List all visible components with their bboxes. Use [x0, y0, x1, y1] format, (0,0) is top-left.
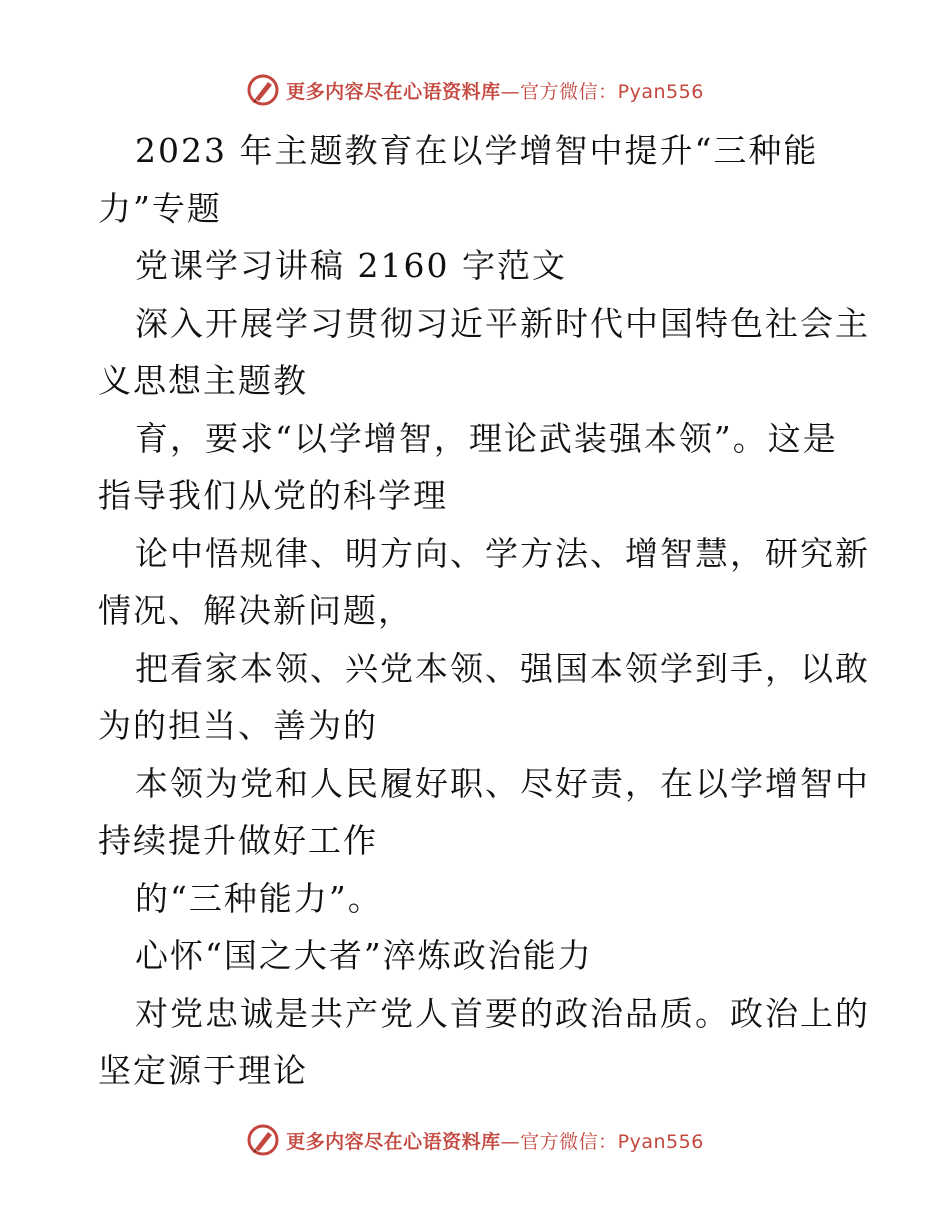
quill-pen-logo-icon	[246, 1123, 280, 1157]
footer-banner-text: 更多内容尽在心语资料库—官方微信：Pyan556	[286, 1130, 704, 1153]
footer-banner	[0, 1120, 950, 1160]
section-heading: 心怀“国之大者”淬炼政治能力	[135, 936, 593, 975]
text-line: 党课学习讲稿 2160 字范文	[135, 246, 567, 285]
text-line: 育，要求“以学增智，理论武装强本领”。这是	[135, 418, 838, 458]
document-body	[98, 122, 870, 1100]
header-banner	[0, 70, 950, 110]
text-line: 为的担当、善为的	[98, 706, 378, 745]
text-line: 的“三种能力”。	[135, 878, 383, 918]
text-line: 论中悟规律、明方向、学方法、增智慧，研究新	[135, 533, 870, 573]
text-line: 坚定源于理论	[98, 1051, 308, 1090]
text-line: 持续提升做好工作	[98, 821, 378, 860]
text-line: 义思想主题教	[98, 361, 308, 400]
quill-pen-logo-icon	[246, 73, 280, 107]
text-line: 把看家本领、兴党本领、强国本领学到手，以敢	[135, 648, 870, 688]
text-line: 指导我们从党的科学理	[98, 476, 448, 515]
text-line: 力”专题	[98, 188, 222, 228]
text-line: 情况、解决新问题，	[98, 591, 413, 630]
text-line: 本领为党和人民履好职、尽好责，在以学增智中	[135, 763, 870, 803]
text-line: 2023 年主题教育在以学增智中提升“三种能	[135, 131, 819, 170]
text-line: 深入开展学习贯彻习近平新时代中国特色社会主	[135, 303, 870, 343]
text-line: 对党忠诚是共产党人首要的政治品质。政治上的	[135, 993, 870, 1033]
header-banner-text: 更多内容尽在心语资料库—官方微信：Pyan556	[286, 80, 704, 103]
